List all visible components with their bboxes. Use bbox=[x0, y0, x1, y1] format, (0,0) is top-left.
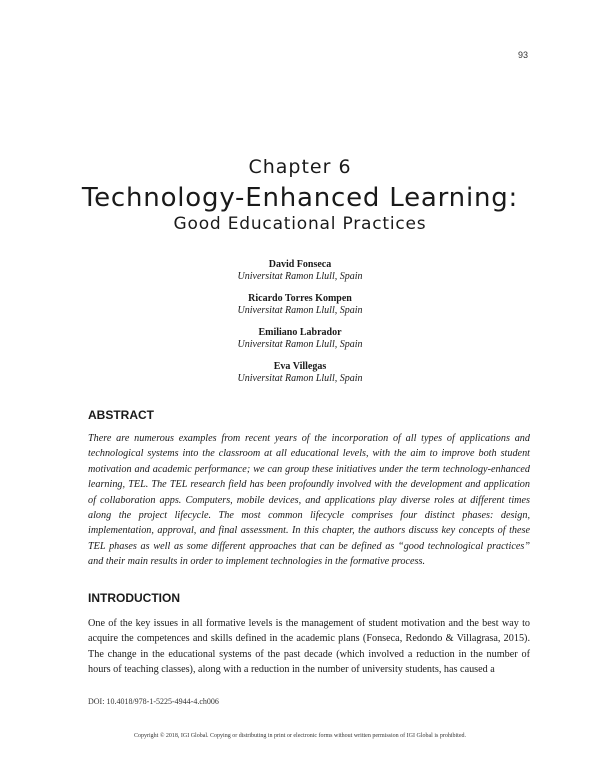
author-block bbox=[0, 259, 600, 283]
author-affiliation: Universitat Ramon Llull, Spain bbox=[237, 305, 363, 316]
copyright-notice: Copyright © 2018, IGI Global. Copying or distributing in print or electronic forms without written permission of IGI Global is prohibited. bbox=[133, 733, 466, 739]
author-name: Ricardo Torres Kompen bbox=[248, 293, 352, 304]
introduction-heading: INTRODUCTION bbox=[88, 591, 180, 605]
doi-line: DOI: 10.4018/978-1-5225-4944-4.ch006 bbox=[88, 697, 219, 706]
author-block bbox=[0, 361, 600, 385]
author-name: David Fonseca bbox=[268, 259, 332, 270]
author-block bbox=[0, 293, 600, 317]
introduction-text: One of the key issues in all formative levels is the management of student motivation and the best way to acquire the competences and skills defined in the academic plans (Fonseca, Redondo & Villagrasa, 2015). The change in the educational systems of the past decade (which involved a reduction in the number of hours of teaching classes), along with a reduction in the number of university students, has caused a bbox=[88, 618, 530, 676]
author-block bbox=[0, 327, 600, 351]
abstract-heading: ABSTRACT bbox=[88, 408, 154, 422]
author-affiliation: Universitat Ramon Llull, Spain bbox=[237, 339, 363, 350]
page-number: 93 bbox=[517, 50, 528, 60]
author-list bbox=[0, 259, 600, 395]
chapter-title: Technology-Enhanced Learning: bbox=[81, 183, 519, 213]
chapter-label: Chapter 6 bbox=[248, 156, 352, 178]
author-affiliation: Universitat Ramon Llull, Spain bbox=[237, 271, 363, 282]
author-name: Eva Villegas bbox=[273, 361, 327, 372]
chapter-subtitle: Good Educational Practices bbox=[173, 214, 427, 234]
abstract-text: There are numerous examples from recent years of the incorporation of all types of applications and technological systems into the classroom at all educational levels, with the aim to improve both student motivation and academic performance; we can group these initiatives under the term technology-enhanced learning, TEL. The TEL research field has been profoundly involved with the development and application of collaboration apps. Computers, mobile devices, and applications play diverse roles at different times along the project lifecycle. The most common lifecycle comprises four distinct phases: design, implementation, approval, and final assessment. In this chapter, the authors discuss key concepts of these TEL phases as well as some different approaches that can be defined as “good technological practices” and their main results in order to implement technologies in the formative process. bbox=[88, 433, 530, 568]
author-name: Emiliano Labrador bbox=[258, 327, 342, 338]
author-affiliation: Universitat Ramon Llull, Spain bbox=[237, 373, 363, 384]
